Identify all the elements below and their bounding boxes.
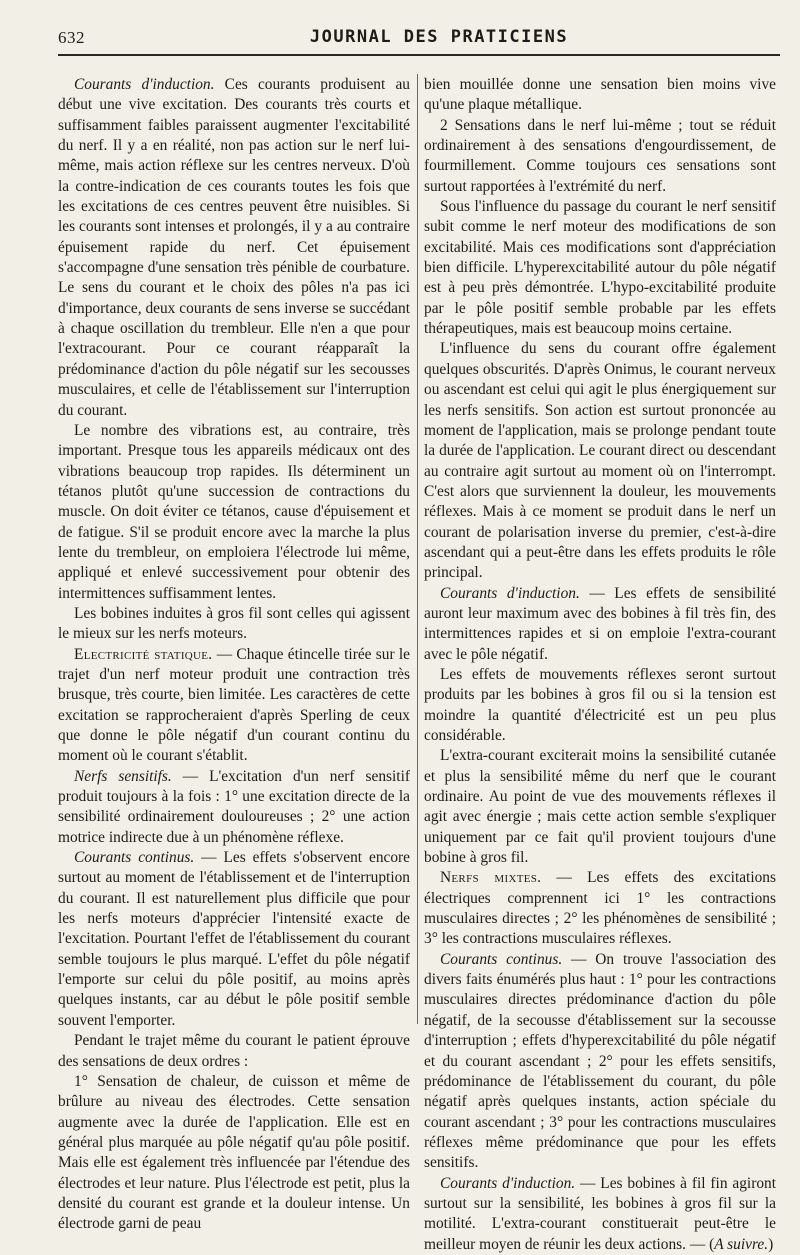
paragraph-text: — Chaque étincelle tirée sur le trajet d'un nerf moteur produit une contraction très brusque, très courte, bien limitée. Les caractères de cette excitation se rapprocheraient d'après Sperling de ceux que donne le pôle négatif d'un courant continu du moment où le courant s'établit. [58, 645, 411, 765]
paragraph-text: — Les effets s'observent encore surtout au moment de l'établissement et de l'interruption du courant. Il est naturellement plus difficile que pour les nerfs moteurs d'apprécier l'intensité exacte de l'excitation. Pourtant l'effet de l'établissement du courant semble toujours le plus marqué. L'effet du pôle négatif l'emporte sur celui du pôle positif, au moins après quelques instants, car au début le pôle positif semble souvent l'emporter. [58, 849, 410, 1029]
paragraph-text: Le nombre des vibrations est, au contraire, très important. Presque tous les appareils médicaux ont des vibrations beaucoup trop rapides. Ils déterminent un tétanos plutôt qu'une succession de contractions du muscle. On doit éviter ce tétanos, cause d'épuisement et de fatigue. S'il se produit encore avec la marche la plus lente du trembleur, on emploiera l'électrode lui même, appliqué et enlevé successivement pour obtenir des intermittences suffisamment lentes. [58, 421, 410, 602]
column-divider [417, 74, 418, 1024]
paragraph-text: bien mouillée donne une sensation bien moins vive qu'une plaque métallique. [424, 76, 776, 114]
paragraph [58, 645, 410, 767]
right-column [424, 75, 776, 1255]
paragraph [424, 339, 776, 583]
paragraph [58, 767, 410, 848]
paragraph-text: — Les effets de sensibilité auront leur maximum avec des bobines à fil très fin, des intermittences rapides et si on emploie l'extra-courant avec le pôle négatif. [424, 584, 776, 663]
paragraph [424, 584, 776, 665]
paragraph-text: — L'excitation d'un nerf sensitif produit toujours à la fois : 1° une excitation directe de la sensibilité ordinairement douloureuses ; 2° une action motrice indirecte due à un phénomène réflexe. [58, 767, 410, 846]
paragraph [424, 950, 776, 1174]
paragraph-text: Ces courants produisent au début une vive excitation. Des courants très courts et suffisamment faibles paraissent augmenter l'excitabilité du nerf. Il y a en réalité, non pas action sur le nerf lui-même, mais action réflexe sur les centres nerveux. D'où la contre-indication de ces courants toutes les fois que les excitations de ces centres peuvent être nuisibles. Si les courants sont intenses et prolongés, il y a au contraire épuisement rapide du nerf. Cet épuisement s'accompagne d'une sensation très pénible de courbature. Le sens du courant et le choix des pôles n'a pas ici d'importance, deux courants de sens inverse se succédant à chaque oscillation du trembleur. Elle n'en a que pour l'extracourant. Pour ce courant réapparaît la prédominance d'action du pôle négatif sur les secousses musculaires, et celle de l'établissement sur l'interruption du courant. [58, 76, 411, 419]
left-column [58, 75, 410, 1235]
paragraph [58, 848, 410, 1031]
section-lead: Courants d'induction. [440, 1174, 576, 1192]
paragraph-text: Les bobines induites à gros fil sont celles qui agissent le mieux sur les nerfs moteurs. [58, 604, 410, 643]
paragraph [58, 604, 410, 645]
section-lead: Electricité statique. [74, 645, 213, 663]
section-lead: Courants continus. [440, 950, 563, 968]
paragraph-text: 2 Sensations dans le nerf lui-même ; tout se réduit ordinairement à des sensations d'engourdissement, de fourmillement. Comme toujours ces sensations sont surtout rapportées à l'extrémité du nerf. [424, 116, 776, 195]
page-number: 632 [58, 28, 85, 47]
paragraph-text: 1° Sensation de chaleur, de cuisson et même de brûlure au niveau des électrodes. Cette sensation augmente avec la durée de l'application. Elle est en général plus marquée au pôle négatif qu'au pôle positif. Mais elle est également très influencée par l'étendue des électrodes et leur nature. Plus l'électrode est petit, plus la densité du courant est grande et la douleur intense. Un électrode garni de peau [58, 1072, 410, 1233]
section-lead: Nerfs mixtes. [440, 869, 542, 887]
paragraph [424, 1174, 776, 1255]
continuation-note: A suivre. [714, 1235, 769, 1253]
paragraph [424, 746, 776, 868]
paragraph-text: — Les bobines à fil fin agiront surtout sur la sensibilité, les bobines à gros fil sur la motilité. L'extra-courant constituerait peut-être le meilleur moyen de réunir les deux actions. — ( [424, 1174, 776, 1253]
paragraph [58, 75, 410, 421]
paragraph [424, 75, 776, 116]
paragraph-text: — On trouve l'association des divers faits énumérés plus haut : 1° pour les contractions musculaires directes prédominance d'action du pôle négatif, de la secousse d'établissement sur la secousse d'interruption ; effets d'hyperexcitabilité du pôle négatif et du courant ascendant ; 2° pour les effets sensitifs, prédominance de l'établissement du courant, du pôle négatif après quelques instants, action spéciale du courant ascendant ; 3° pour les contractions musculaires réflexes même prédominance que pour les effets sensitifs. [424, 950, 776, 1172]
paragraph-text: L'influence du sens du courant offre également quelques obscurités. D'après Onimus, le courant nerveux ou ascendant est celui qui agit le plus énergiquement sur les nerfs sensitifs. Son action est surtout prononcée au moment de l'application, mais se prolonge pendant toute la durée de l'application. Le courant direct ou descendant au contraire agit surtout au moment où on l'interrompt. C'est alors que surviennent la douleur, les mouvements réflexes. Mais à ce moment se produit dans le nerf un courant de polarisation inverse du premier, c'est-à-dire ascendant qui a peut-être dans les effets produits le rôle principal. [424, 340, 776, 582]
paragraph [424, 868, 776, 949]
paragraph-text: Pendant le trajet même du courant le patient éprouve des sensations de deux ordres : [58, 1032, 410, 1070]
paragraph-text: — Les effets des excitations électriques comprennent ici 1° les contractions musculaires directes ; 2° les phénomènes de sensibilité ; 3° les contractions musculaires réflexes. [424, 869, 776, 948]
journal-title: JOURNAL DES PRATICIENS [309, 27, 569, 47]
paragraph [58, 421, 410, 604]
section-lead: Courants continus. [74, 849, 195, 867]
section-lead: Courants d'induction. [74, 76, 215, 93]
paragraph [58, 1031, 410, 1072]
paragraph-text: L'extra-courant exciterait moins la sensibilité cutanée et plus la sensibilité même du nerf que le courant ordinaire. Au point de vue des mouvements réflexes il agit avec énergie ; mais cette action semble s'expliquer uniquement par ce fait qu'il provient toujours d'une bobine à gros fil. [424, 747, 776, 867]
paragraph-text: Les effets de mouvements réflexes seront surtout produits par les bobines à gros fil ou si la tension est moindre la quantité d'électricité est un peu plus considérable. [424, 665, 776, 744]
page-header [58, 26, 780, 56]
paragraph [58, 1072, 410, 1235]
continuation-note-end: ) [768, 1235, 774, 1253]
section-lead: Courants d'induction. [440, 584, 580, 602]
paragraph [424, 665, 776, 746]
section-lead: Nerfs sensitifs. [74, 767, 172, 785]
paragraph [424, 197, 776, 339]
paragraph [424, 116, 776, 197]
paragraph-text: Sous l'influence du passage du courant le nerf sensitif subit comme le nerf moteur des modifications de son excitabilité. Mais ces modifications sont d'appréciation bien difficile. L'hyperexcitabilité autour du pôle négatif est à peu près démontrée. L'hypo-excitabilité produite par le pôle positif semble probable par les effets thérapeutiques, mais est beaucoup moins certaine. [424, 198, 776, 338]
